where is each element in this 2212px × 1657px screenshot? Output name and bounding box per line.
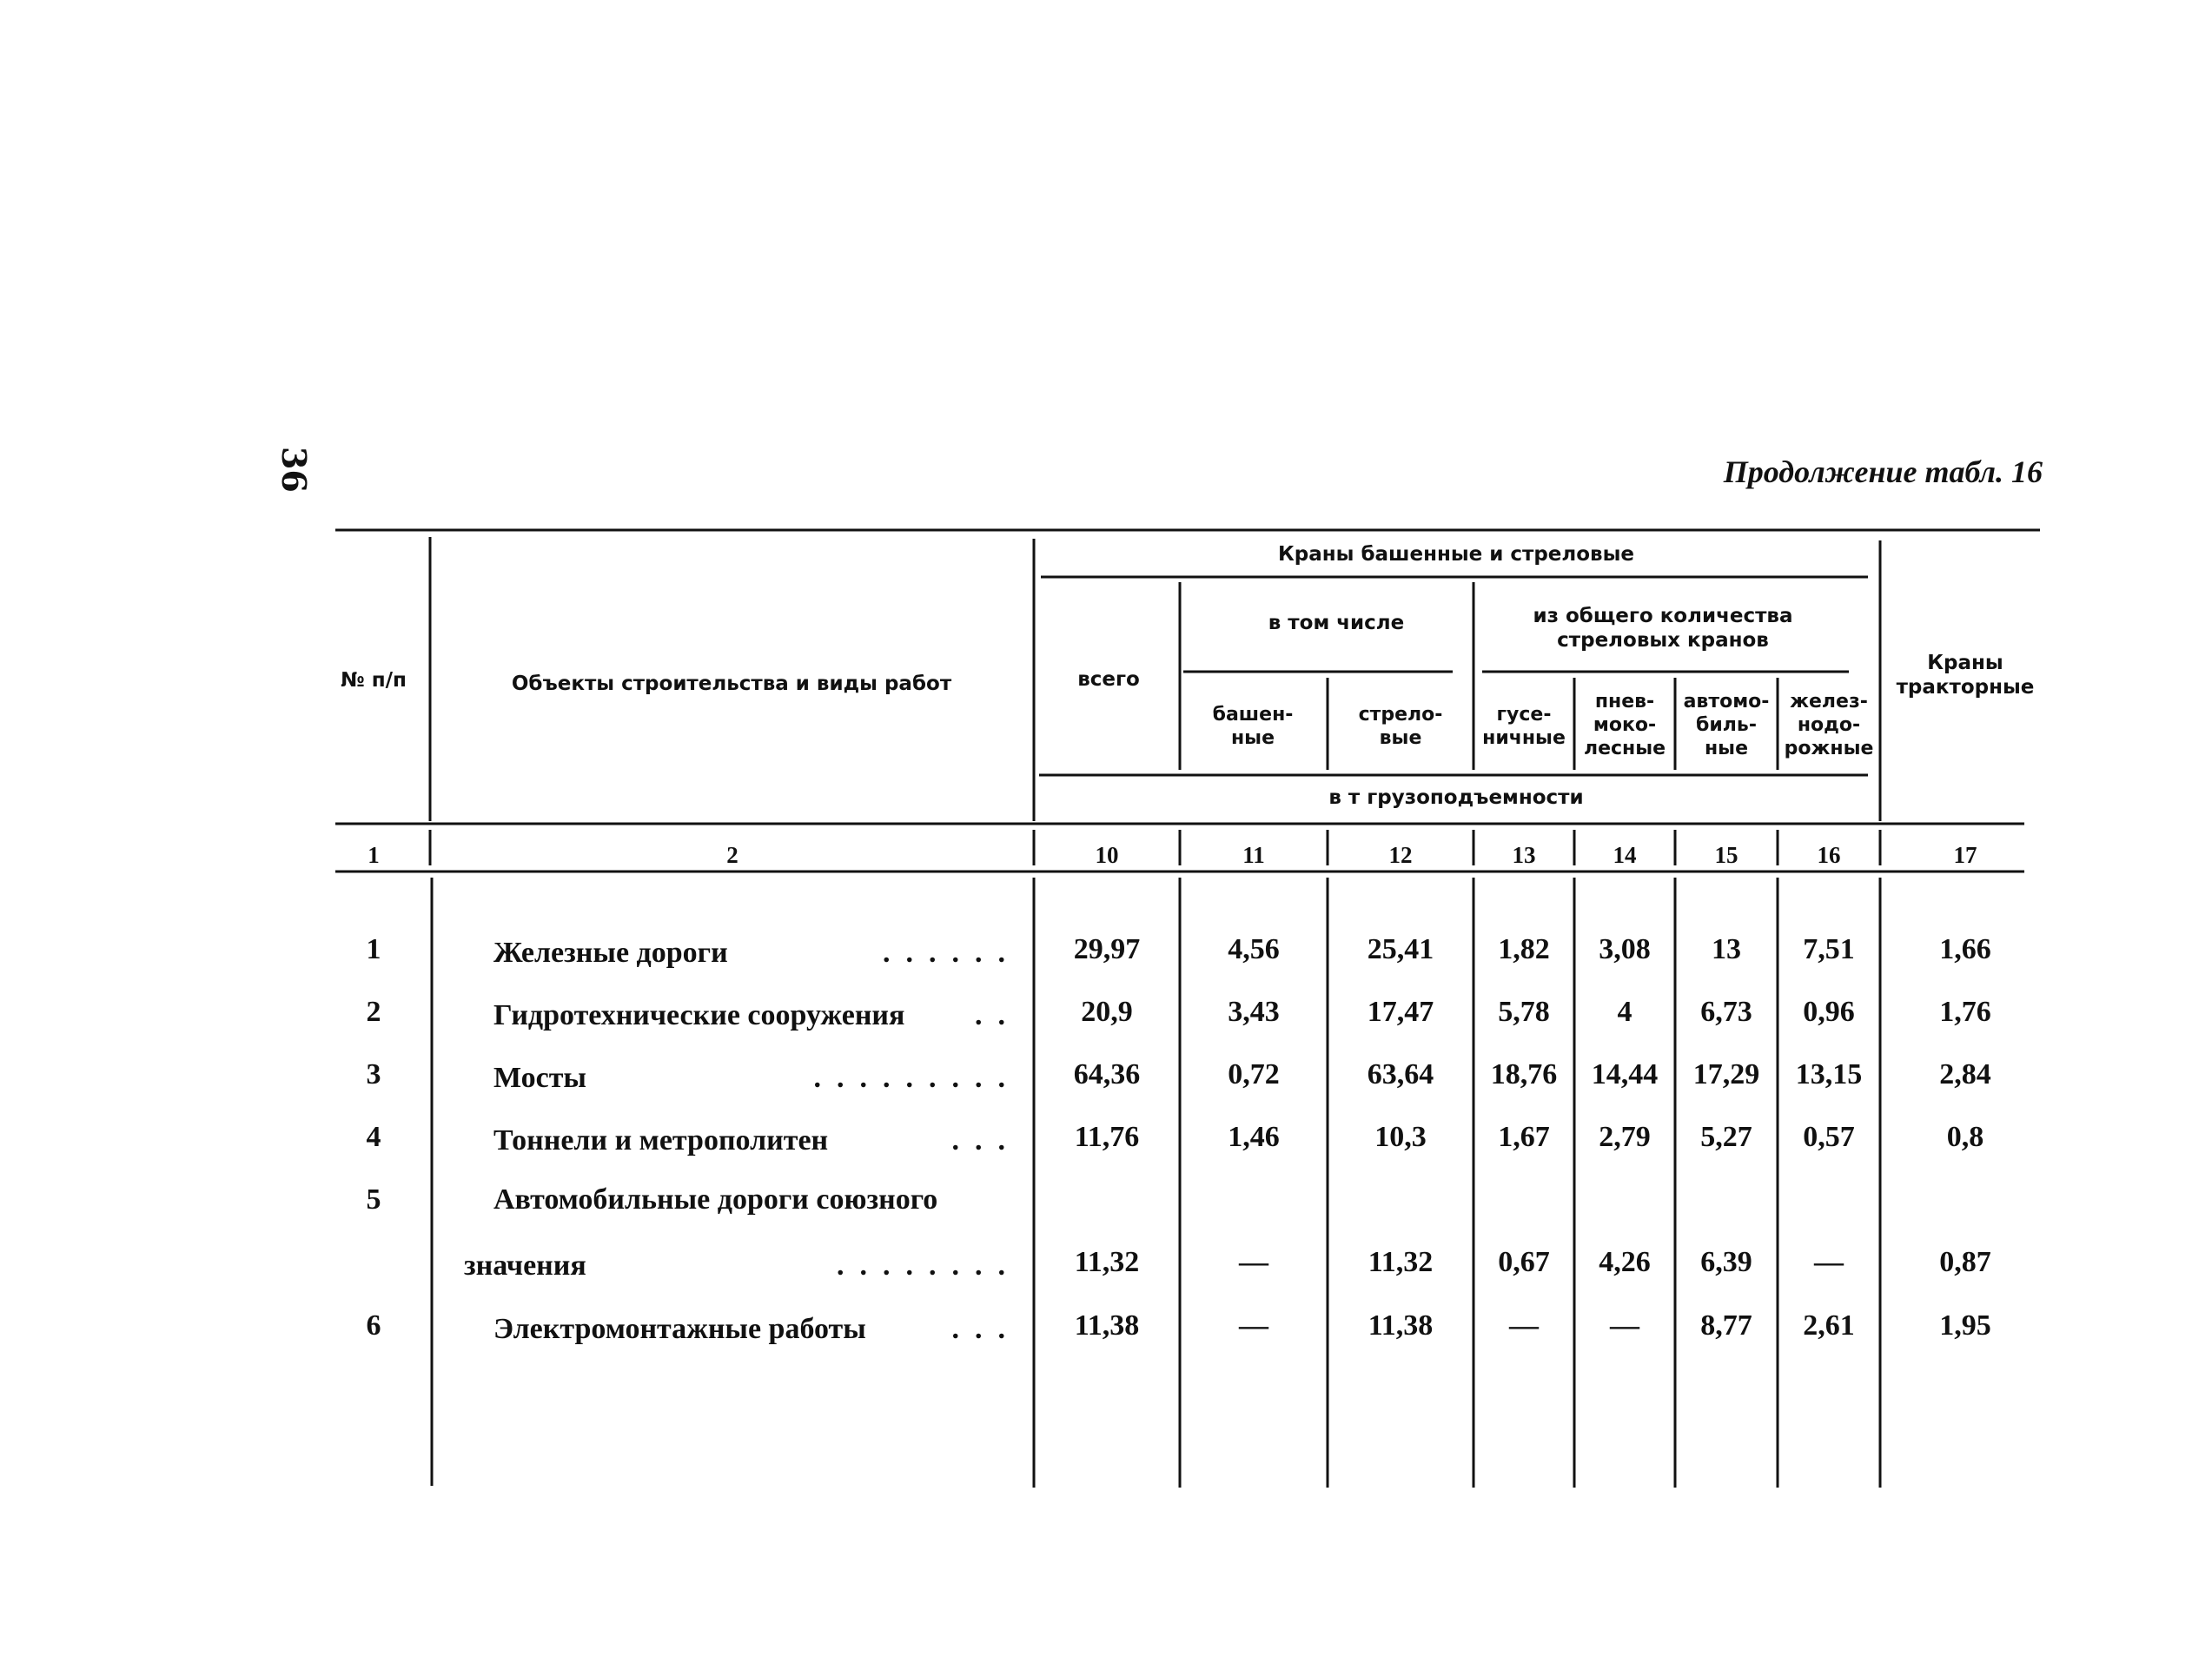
column-number: 11 (1242, 842, 1265, 868)
cell-value: — (1509, 1309, 1539, 1342)
row-name: Электромонтажные работы (493, 1313, 866, 1345)
header-boom-2: вые (1379, 727, 1422, 749)
header-tractor-2: тракторные (1896, 676, 2035, 699)
cell-value: 2,79 (1599, 1121, 1651, 1153)
cell-value: 13 (1712, 933, 1741, 965)
header-auto-3: ные (1704, 738, 1749, 759)
column-number: 12 (1388, 842, 1413, 868)
cell-value: 2,61 (1803, 1309, 1855, 1342)
cell-value: 18,76 (1490, 1058, 1558, 1090)
row-number: 3 (366, 1058, 381, 1090)
row-name-cont: значения (464, 1249, 586, 1282)
cell-value: 0,67 (1498, 1246, 1550, 1278)
column-number: 14 (1613, 842, 1637, 868)
cell-value: 5,78 (1498, 996, 1550, 1028)
cell-value: — (1239, 1246, 1268, 1278)
column-number: 1 (368, 842, 380, 868)
cell-value: 0,96 (1803, 996, 1855, 1028)
leader-dots: .. (975, 999, 1021, 1031)
cell-value: 0,72 (1228, 1058, 1280, 1090)
row-number: 6 (366, 1309, 381, 1342)
cell-value: 4 (1617, 996, 1633, 1028)
cell-value: 1,76 (1939, 996, 1991, 1028)
column-number: 17 (1953, 842, 1977, 868)
row-number: 2 (366, 996, 381, 1028)
column-number: 15 (1714, 842, 1738, 868)
cell-value: 20,9 (1081, 996, 1133, 1028)
leader-dots: ......... (813, 1062, 1021, 1094)
cell-value: 63,64 (1367, 1058, 1434, 1090)
row-name: Железные дороги (493, 937, 728, 969)
header-cranes-group: Краны башенные и стреловые (1277, 543, 1635, 566)
cell-value: 1,66 (1939, 933, 1991, 965)
column-number: 13 (1512, 842, 1536, 868)
header-auto-1: автомо- (1683, 691, 1770, 713)
cell-value: 3,43 (1228, 996, 1280, 1028)
header-crawler-1: гусе- (1496, 704, 1552, 726)
header-auto-2: биль- (1696, 714, 1757, 736)
cell-value: 29,97 (1073, 933, 1141, 965)
cell-value: 11,38 (1074, 1309, 1140, 1342)
cell-value: 11,38 (1368, 1309, 1434, 1342)
row-name: Мосты (493, 1062, 586, 1094)
header-rail-1: желез- (1790, 691, 1868, 713)
cell-value: 17,47 (1367, 996, 1434, 1028)
cell-value: 6,39 (1700, 1246, 1752, 1278)
cell-value: 1,95 (1939, 1309, 1991, 1342)
cell-value: 11,32 (1368, 1246, 1434, 1278)
header-including: в том числе (1268, 612, 1405, 634)
header-total: всего (1077, 668, 1140, 691)
cell-value: 6,73 (1700, 996, 1752, 1028)
cell-value: 1,82 (1498, 933, 1550, 965)
row-number: 1 (366, 933, 381, 965)
row-number: 5 (366, 1183, 381, 1216)
cell-value: 64,36 (1073, 1058, 1141, 1090)
cell-value: 17,29 (1692, 1058, 1760, 1090)
header-tractor-1: Краны (1927, 652, 2003, 674)
table-caption: Продолжение табл. 16 (1723, 454, 2043, 489)
header-capacity: в т грузоподъемности (1328, 786, 1584, 809)
column-numbers (368, 842, 1977, 868)
leader-dots: ........ (837, 1249, 1021, 1282)
cell-value: 0,8 (1946, 1121, 1984, 1153)
cell-value: 1,46 (1228, 1121, 1280, 1153)
header-pneumatic-2: моко- (1593, 714, 1657, 736)
cell-value: 10,3 (1374, 1121, 1427, 1153)
header-pneumatic-1: пнев- (1594, 691, 1655, 713)
column-number: 16 (1817, 842, 1841, 868)
cell-value: 3,08 (1599, 933, 1651, 965)
cell-value: 0,87 (1939, 1246, 1991, 1278)
leader-dots: ...... (883, 937, 1021, 969)
cell-value: 13,15 (1795, 1058, 1863, 1090)
cell-value: 14,44 (1591, 1058, 1659, 1090)
column-number: 2 (726, 842, 738, 868)
leader-dots: ... (951, 1124, 1021, 1157)
cell-value: 25,41 (1367, 933, 1434, 965)
cell-value: 4,56 (1228, 933, 1280, 965)
row-name: Тоннели и метрополитен (493, 1124, 829, 1157)
cell-value: 0,57 (1803, 1121, 1855, 1153)
header-num: № п/п (341, 669, 407, 692)
cell-value: 11,32 (1074, 1246, 1140, 1278)
row-number: 4 (366, 1121, 381, 1153)
header-boom-1: стрело- (1358, 704, 1443, 726)
page-number: 36 (274, 447, 314, 493)
cell-value: 8,77 (1700, 1309, 1752, 1342)
cell-value: 2,84 (1939, 1058, 1991, 1090)
cell-value: 7,51 (1803, 933, 1855, 965)
cell-value: — (1814, 1246, 1844, 1278)
header-of-boom-2: стреловых кранов (1557, 629, 1769, 652)
header-crawler-2: ничные (1482, 727, 1566, 749)
header-rail-3: рожные (1784, 738, 1874, 759)
header-of-boom-1: из общего количества (1533, 605, 1793, 627)
header-objects: Объекты строительства и виды работ (511, 673, 952, 695)
row-name: Гидротехнические сооружения (493, 999, 905, 1031)
cell-value: 1,67 (1498, 1121, 1550, 1153)
cell-value: 4,26 (1599, 1246, 1651, 1278)
column-number: 10 (1095, 842, 1119, 868)
header-tower-2: ные (1230, 727, 1275, 749)
row-name: Автомобильные дороги союзного (493, 1183, 938, 1216)
header-tower-1: башен- (1212, 704, 1294, 726)
header-rail-2: нодо- (1797, 714, 1861, 736)
cell-value: 11,76 (1074, 1121, 1140, 1153)
table-row (367, 1121, 1984, 1157)
header-pneumatic-3: лесные (1583, 738, 1666, 759)
leader-dots: ... (951, 1313, 1021, 1345)
cell-value: 5,27 (1700, 1121, 1752, 1153)
cell-value: — (1610, 1309, 1639, 1342)
cell-value: — (1239, 1309, 1268, 1342)
